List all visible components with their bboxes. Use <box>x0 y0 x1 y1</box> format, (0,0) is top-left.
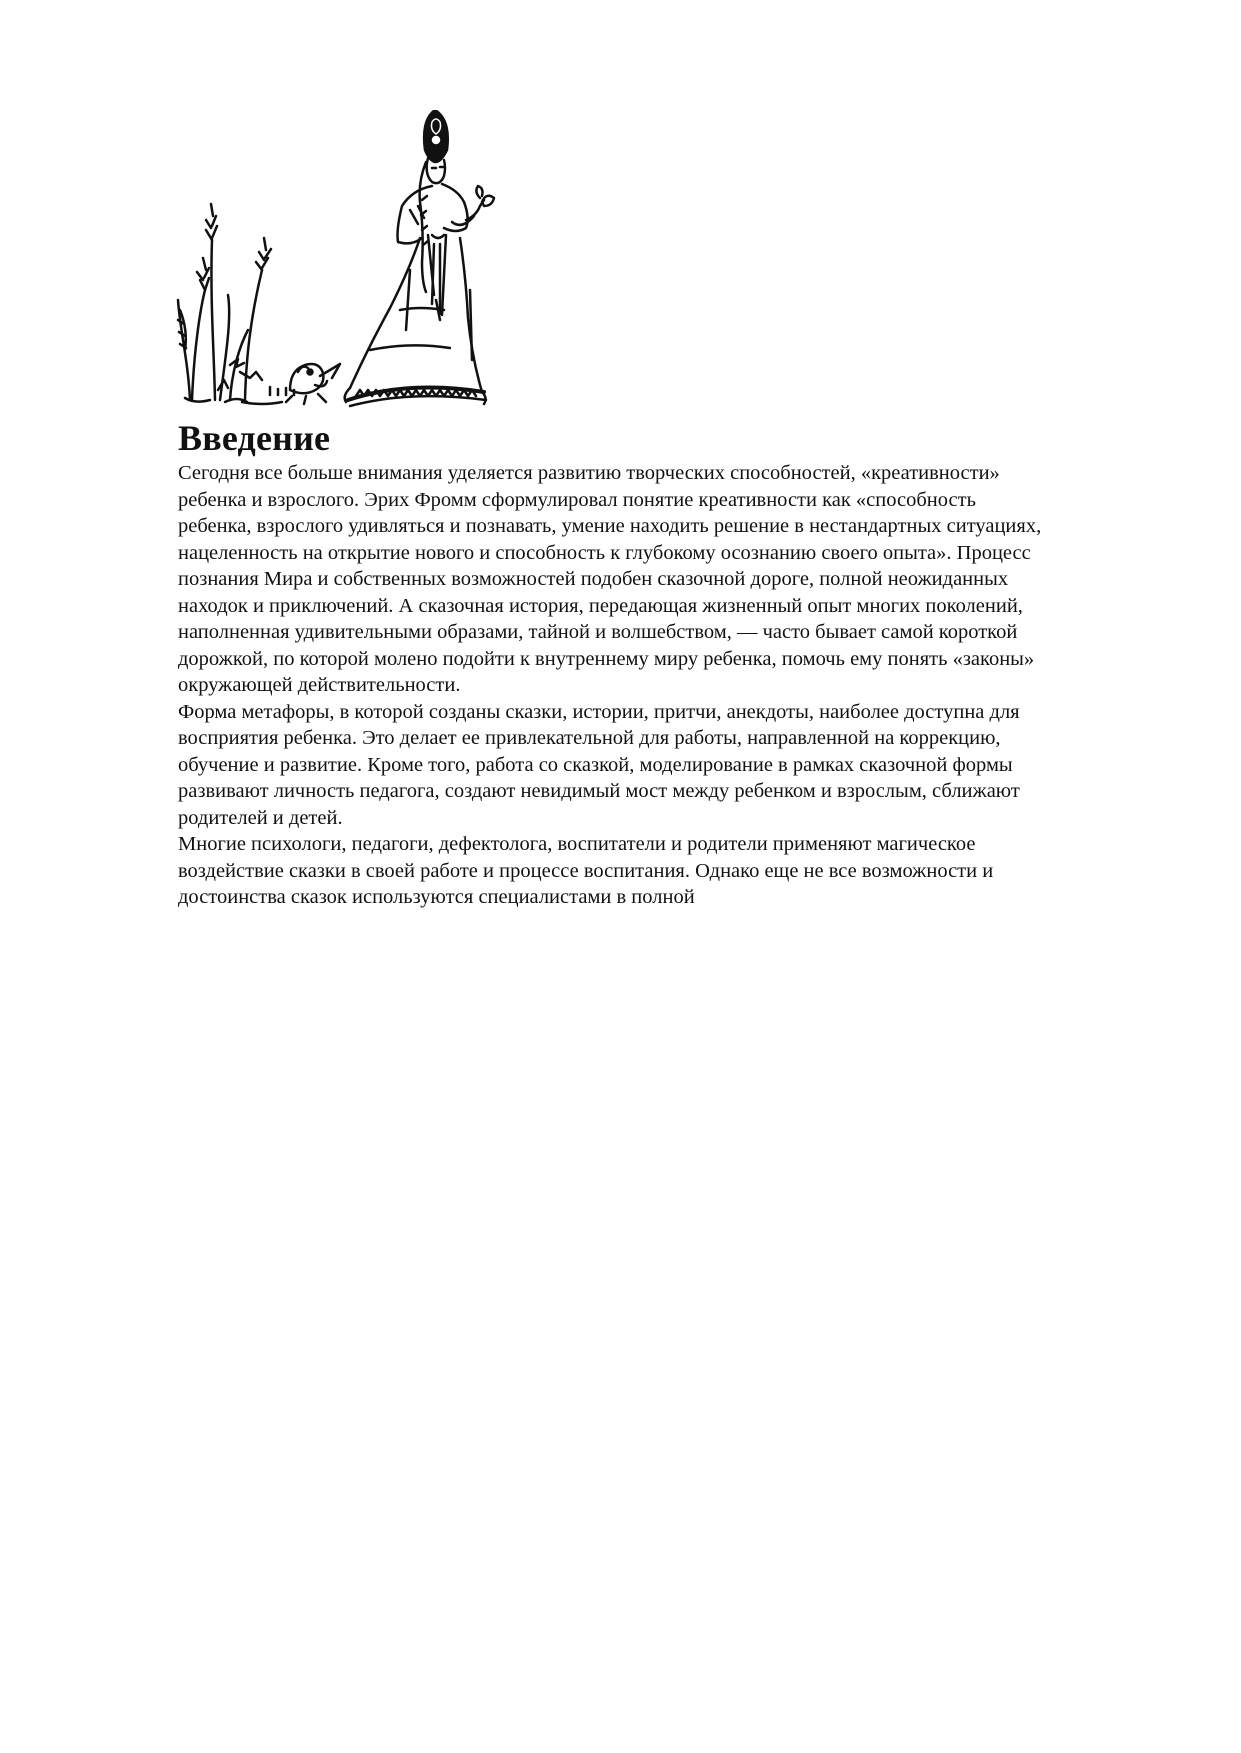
paragraph-line: достоинства сказок используются специалистами в полной <box>178 886 695 908</box>
document-body <box>178 416 1158 911</box>
paragraph-line: окружающей действительности. <box>178 674 461 696</box>
paragraph-line: ребенка и взрослого. Эрих Фромм сформулировал понятие креативности как «способность <box>178 488 976 511</box>
paragraph-2 <box>178 699 1158 832</box>
paragraph-line: развивают личность педагога, создают невидимый мост между ребенком и взрослым, сближают <box>178 780 1020 802</box>
paragraph-line: воздействие сказки в своей работе и процессе воспитания. Однако еще не все возможности и <box>178 859 994 882</box>
paragraph-3 <box>178 831 1158 911</box>
paragraph-line: дорожкой, по которой молено подойти к внутреннему миру ребенка, помочь ему понять «законы» <box>178 647 1035 670</box>
paragraph-line: ребенка, взрослого удивляться и познавать, умение находить решение в нестандартных ситуациях, <box>178 515 1042 537</box>
paragraph-line: нацеленность на открытие нового и способность к глубокому осознанию своего опыта». Процесс <box>178 541 1031 564</box>
page-title: Введение <box>178 418 331 458</box>
maiden-figure-icon <box>345 110 494 406</box>
paragraph-line: Сегодня все больше внимания уделяется развитию творческих способностей, «креативности» <box>178 462 1000 484</box>
paragraph-1 <box>178 460 1158 699</box>
small-creature-icon <box>286 364 340 404</box>
paragraph-line: наполненная удивительными образами, тайной и волшебством, — часто бывает самой короткой <box>178 621 1018 643</box>
paragraph-line: Форма метафоры, в которой созданы сказки, истории, притчи, анекдоты, наиболее доступна для <box>178 700 1020 723</box>
paragraph-line: находок и приключений. А сказочная история, передающая жизненный опыт многих поколений, <box>178 594 1023 617</box>
reeds-icon <box>178 204 294 404</box>
paragraph-line: познания Мира и собственных возможностей подобен сказочной дороге, полной неожиданных <box>178 568 1009 590</box>
fairy-tale-maiden-illustration-icon <box>170 110 570 415</box>
paragraph-line: родителей и детей. <box>178 806 343 829</box>
paragraph-line: восприятия ребенка. Это делает ее привлекательной для работы, направленной на коррекцию, <box>178 727 1001 749</box>
paragraph-line: обучение и развитие. Кроме того, работа со сказкой, моделирование в рамках сказочной формы <box>178 753 1013 776</box>
paragraph-line: Многие психологи, педагоги, дефектолога, воспитатели и родители применяют магическое <box>178 833 976 855</box>
